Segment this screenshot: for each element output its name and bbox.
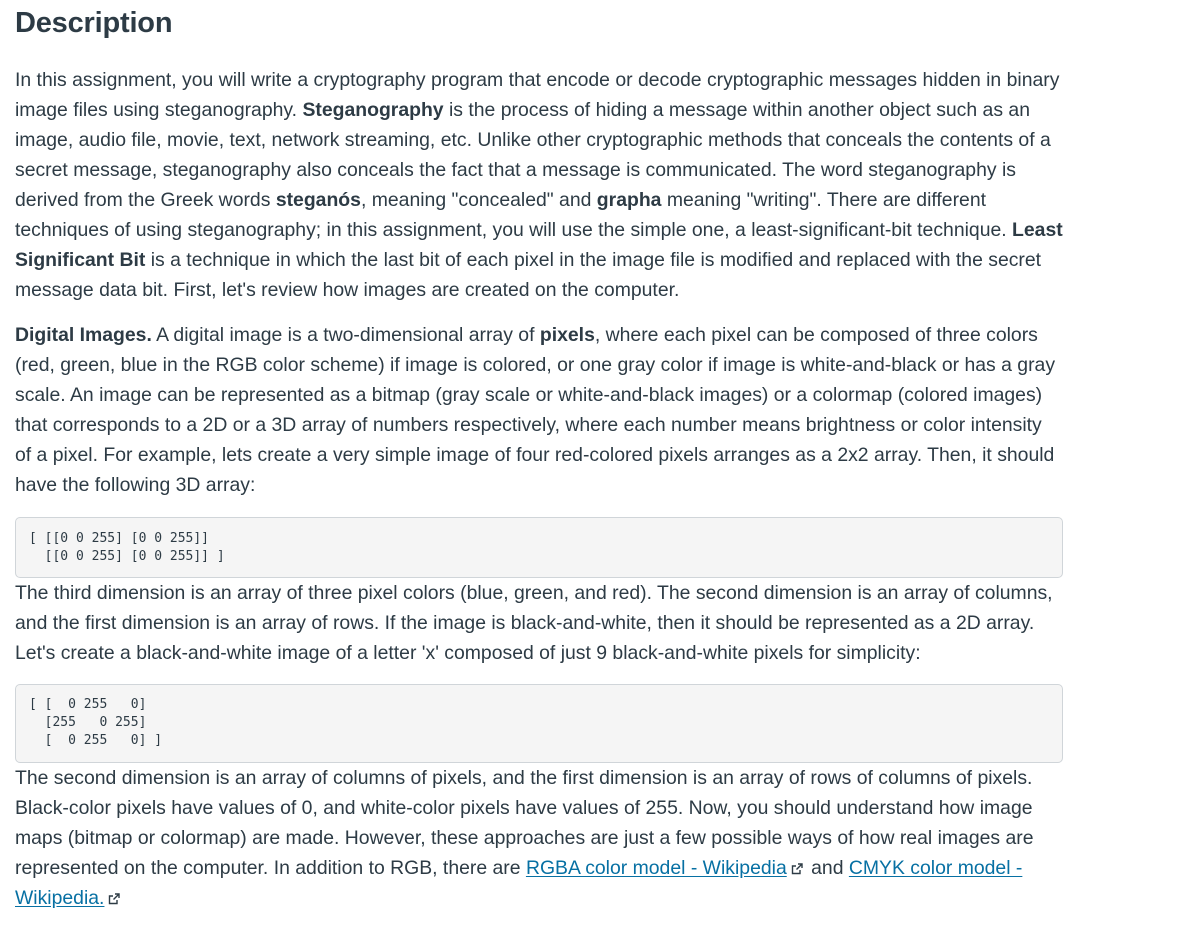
text-run: The second dimension is an array of columns of pixels, and the first dimension is an array of rows of columns of pixels. Black-color pixels have values of 0, and white-color pixels have values of 255. Now, you should understand how image maps (bitmap or colormap) are made. However, these approaches are just a few possible ways of how real images are represented on the computer. In addition to RGB, there are — [15, 767, 1034, 879]
intro-paragraph — [15, 65, 1063, 305]
external-link-icon[interactable] — [108, 893, 120, 905]
bold-steganography: Steganography — [302, 99, 444, 121]
bold-grapha: grapha — [596, 189, 662, 211]
page-title: Description — [15, 7, 173, 39]
text-run: is a technique in which the last bit of each pixel in the image file is modified and replaced with the secret message data bit. First, let's review how images are created on the computer. — [15, 249, 1042, 301]
second-dimension-paragraph — [15, 763, 1063, 913]
text-run: , where each pixel can be composed of three colors (red, green, blue in the RGB color scheme) if image is colored, or one gray color if image is white-and-black or has a gray scale. An image can be represented as a bitmap (gray scale or white-and-black images) or a colormap (colored images) that corresponds to a 2D or a 3D array of numbers respectively, where each number means brightness or color intensity of a pixel. For example, lets create a very simple image of four red-colored pixels arranges as a 2x2 array. Then, it should have the following 3D array: — [15, 324, 1056, 496]
bold-least-significant-bit: Least Significant Bit — [15, 219, 1063, 271]
code-block-2d-array: [ [ 0 255 0] [255 0 255] [ 0 255 0] ] — [15, 684, 1063, 763]
text-run: , meaning "concealed" and — [360, 189, 597, 211]
digital-images-paragraph — [15, 320, 1063, 500]
text-run: meaning "writing". There are different techniques of using steganography; in this assignment, you will use the simple one, a least-significant-bit technique. — [15, 189, 1013, 241]
bold-digital-images: Digital Images. — [15, 324, 152, 346]
bold-pixels: pixels — [539, 324, 595, 346]
rgba-wikipedia-link[interactable]: RGBA color model - Wikipedia — [525, 857, 787, 879]
text-run: is the process of hiding a message within another object such as an image, audio file, movie, text, network streaming, etc. Unlike other cryptographic methods that conceals the contents of a secret message, steganography also conceals the fact that a message is communicated. The word steganography is derived from the Greek words — [15, 99, 1051, 211]
text-run: In this assignment, you will write a cryptography program that encode or decode cryptographic messages hidden in binary image files using steganography. — [15, 69, 1060, 121]
external-link-icon[interactable] — [791, 863, 803, 875]
text-run: and — [805, 857, 849, 879]
text-run: A digital image is a two-dimensional array of — [151, 324, 540, 346]
cmyk-wikipedia-link[interactable]: CMYK color model - Wikipedia. — [15, 857, 1023, 909]
code-block-3d-array: [ [[0 0 255] [0 0 255]] [[0 0 255] [0 0 255]] ] — [15, 517, 1063, 578]
bold-steganos: steganós — [275, 189, 361, 211]
third-dimension-paragraph: The third dimension is an array of three pixel colors (blue, green, and red). The second dimension is an array of columns, and the first dimension is an array of rows. If the image is black-and-white, then it should be represented as a 2D array. Let's create a black-and-white image of a letter 'x' composed of just 9 black-and-white pixels for simplicity: — [15, 582, 1053, 664]
